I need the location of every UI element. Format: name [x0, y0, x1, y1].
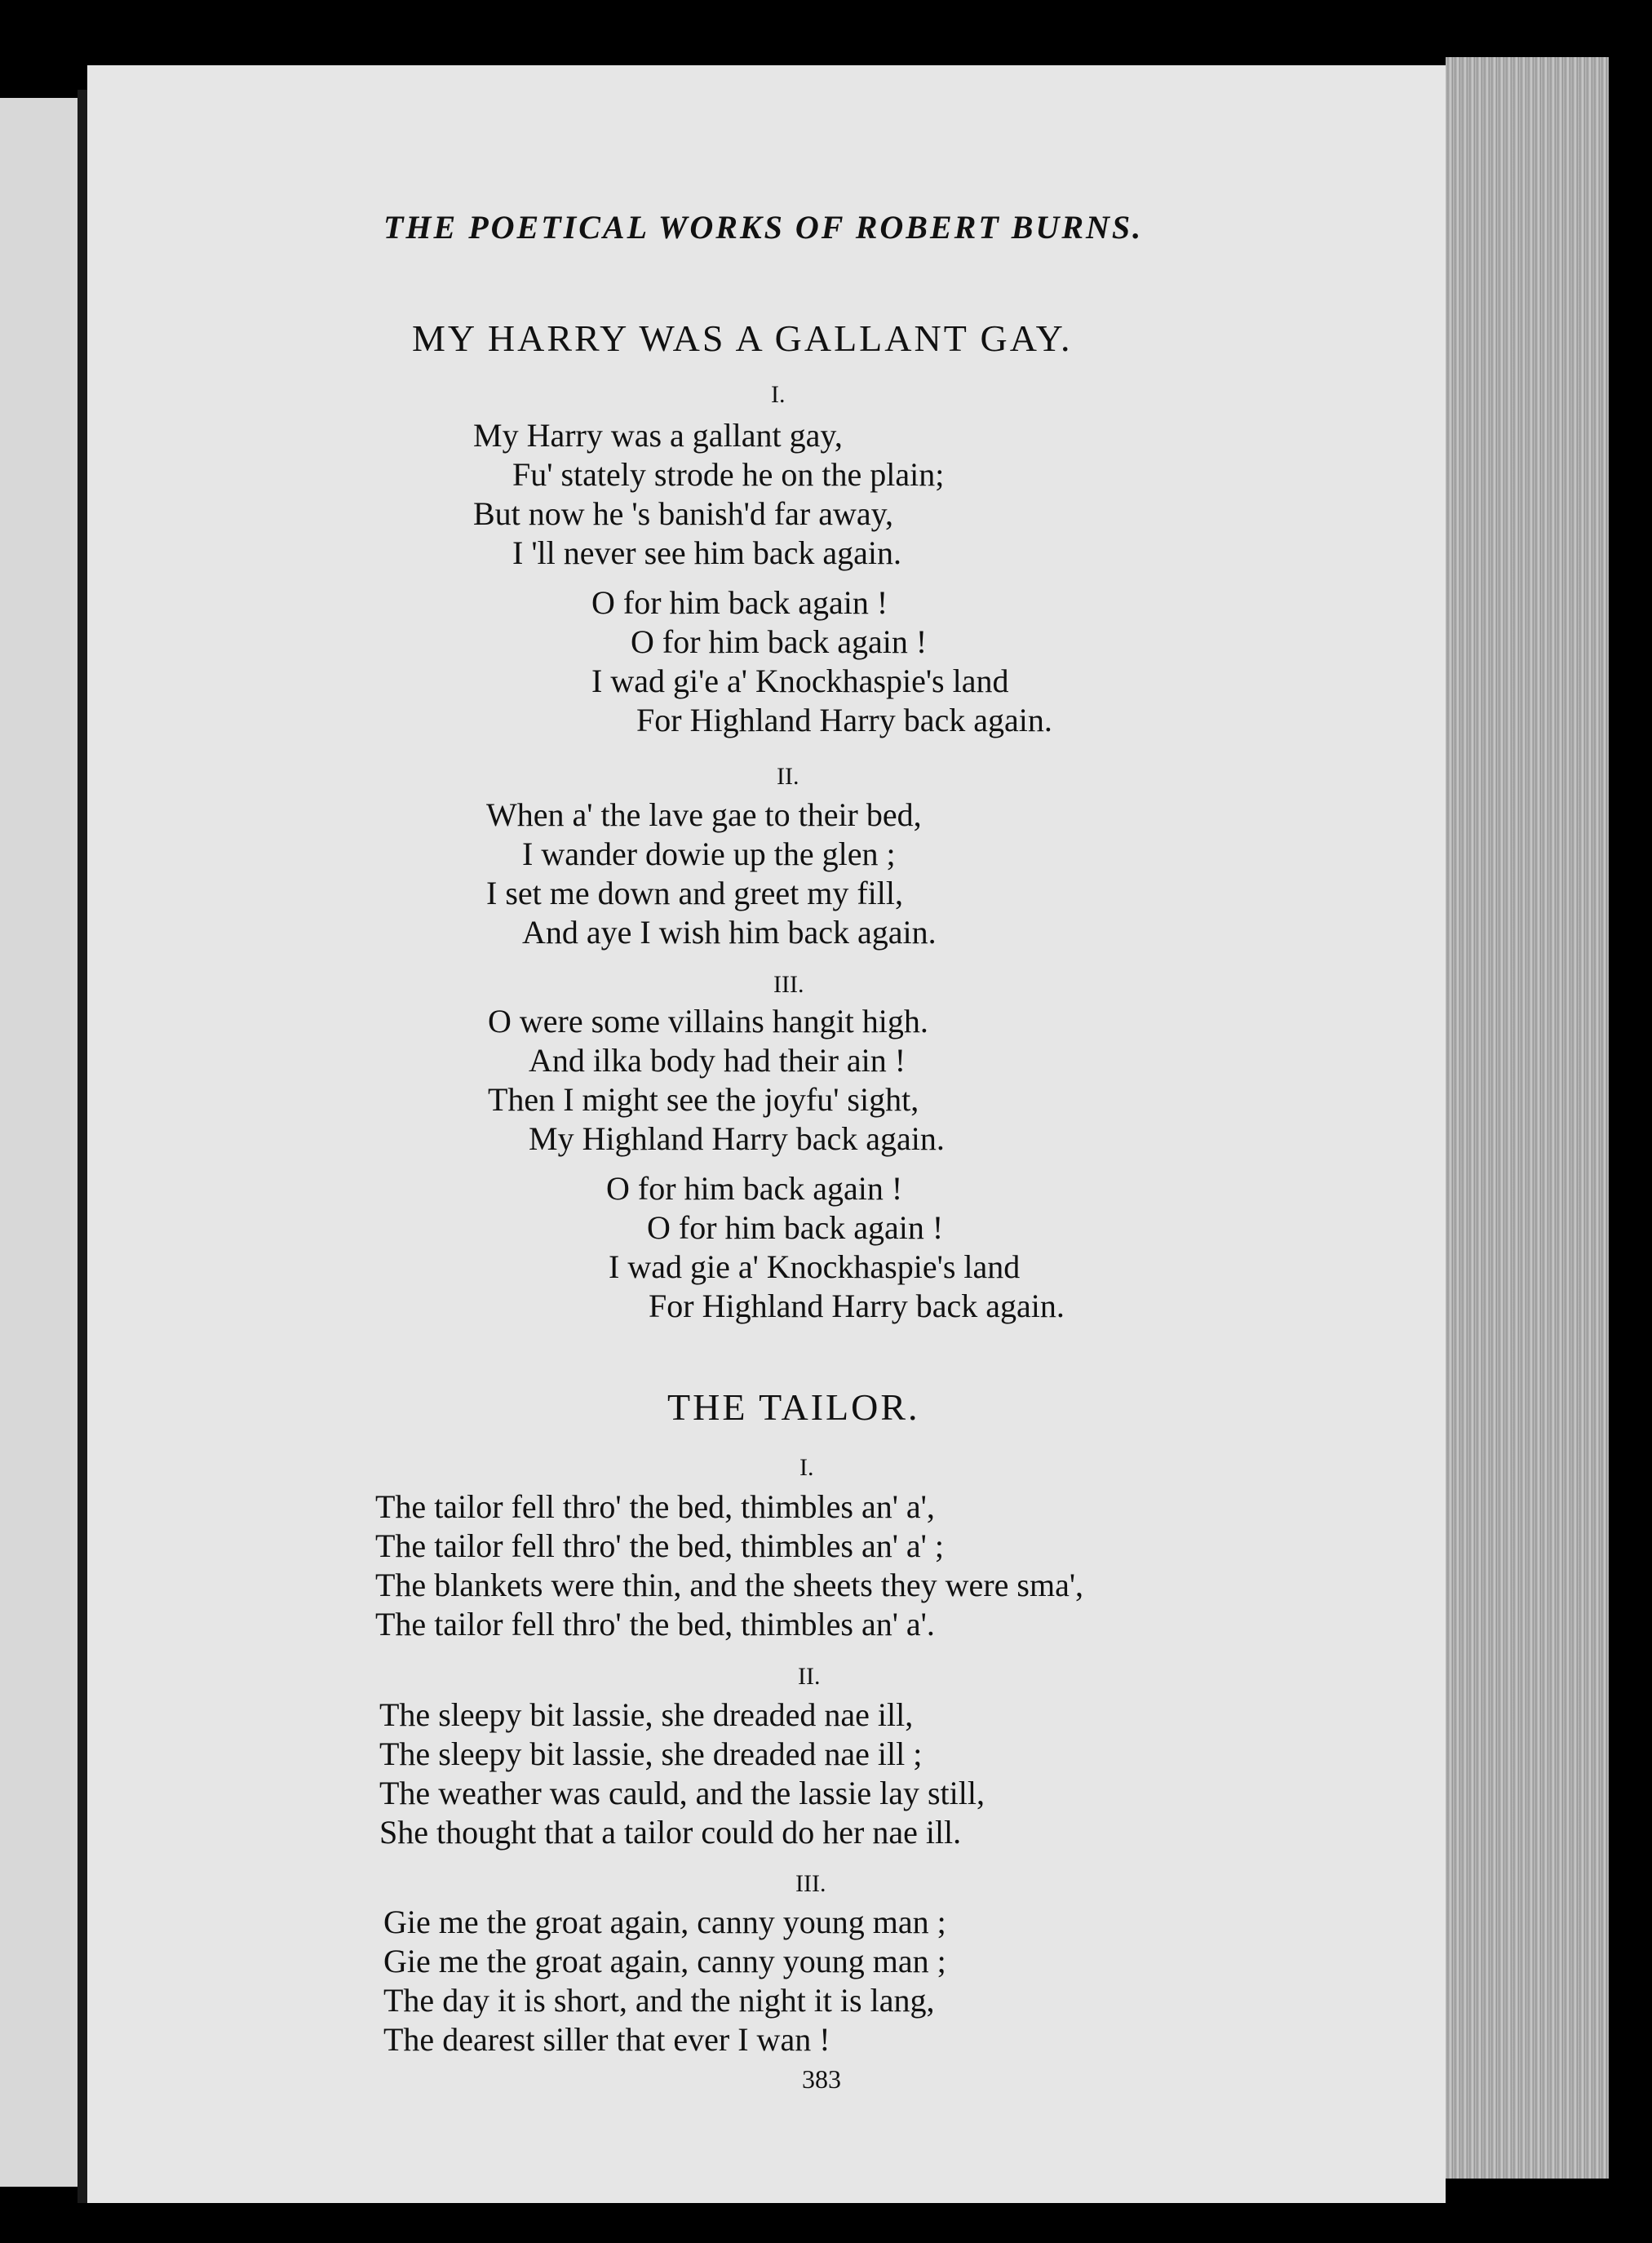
stanza-numeral: II. [798, 1663, 821, 1690]
poem-line: The weather was cauld, and the lassie lay still, [379, 1775, 985, 1811]
chorus-line: O for him back again ! [631, 623, 928, 660]
poem-title: MY HARRY WAS A GALLANT GAY. [412, 317, 1073, 359]
poem-line: She thought that a tailor could do her nae ill. [379, 1814, 962, 1851]
chorus-line: I wad gie a' Knockhaspie's land [609, 1248, 1021, 1285]
chorus-line: O for him back again ! [647, 1209, 944, 1246]
chorus-line: O for him back again ! [606, 1170, 903, 1207]
poem-line: My Harry was a gallant gay, [473, 417, 843, 454]
book-gutter [78, 90, 87, 2203]
poem-line: And aye I wish him back again. [522, 914, 937, 951]
stanza-numeral: I. [771, 381, 786, 408]
stanza-numeral: I. [799, 1454, 814, 1481]
left-page-edge [0, 98, 78, 2187]
poem-line: I wander dowie up the glen ; [522, 836, 896, 872]
page-edges [1446, 57, 1609, 2179]
chorus-line: I wad gi'e a' Knockhaspie's land [591, 663, 1009, 699]
poem-line: Then I might see the joyfu' sight, [488, 1081, 919, 1118]
poem-title: THE TAILOR. [667, 1386, 920, 1428]
poem-line: The tailor fell thro' the bed, thimbles an' a' ; [375, 1527, 944, 1564]
poem-line: I 'll never see him back again. [512, 534, 902, 571]
poem-line: The blankets were thin, and the sheets they were sma', [375, 1567, 1084, 1603]
poem-line: O were some villains hangit high. [488, 1003, 928, 1039]
chorus-line: O for him back again ! [591, 584, 888, 621]
poem-line: The tailor fell thro' the bed, thimbles an' a', [375, 1488, 935, 1525]
poem-line: But now he 's banish'd far away, [473, 495, 894, 532]
poem-line: The day it is short, and the night it is lang, [383, 1982, 935, 2019]
poem-line: Fu' stately strode he on the plain; [512, 456, 945, 493]
stanza-numeral: II. [777, 763, 799, 790]
poem-line: When a' the lave gae to their bed, [486, 796, 922, 833]
poem-line: The sleepy bit lassie, she dreaded nae ill, [379, 1696, 914, 1733]
poem-line: Gie me the groat again, canny young man ; [383, 1904, 946, 1940]
poem-line: The tailor fell thro' the bed, thimbles an' a'. [375, 1606, 935, 1642]
chorus-line: For Highland Harry back again. [636, 702, 1052, 738]
poem-line: The dearest siller that ever I wan ! [383, 2021, 830, 2058]
poem-line: And ilka body had their ain ! [529, 1042, 906, 1079]
running-header: THE POETICAL WORKS OF ROBERT BURNS. [383, 209, 1144, 246]
poem-line: Gie me the groat again, canny young man ; [383, 1943, 946, 1979]
stanza-numeral: III. [773, 971, 804, 998]
chorus-line: For Highland Harry back again. [649, 1288, 1065, 1324]
poem-line: The sleepy bit lassie, she dreaded nae ill ; [379, 1735, 923, 1772]
stanza-numeral: III. [795, 1870, 826, 1897]
page-number: 383 [802, 2064, 841, 2094]
poem-line: I set me down and greet my fill, [486, 875, 903, 911]
poem-line: My Highland Harry back again. [529, 1120, 945, 1157]
